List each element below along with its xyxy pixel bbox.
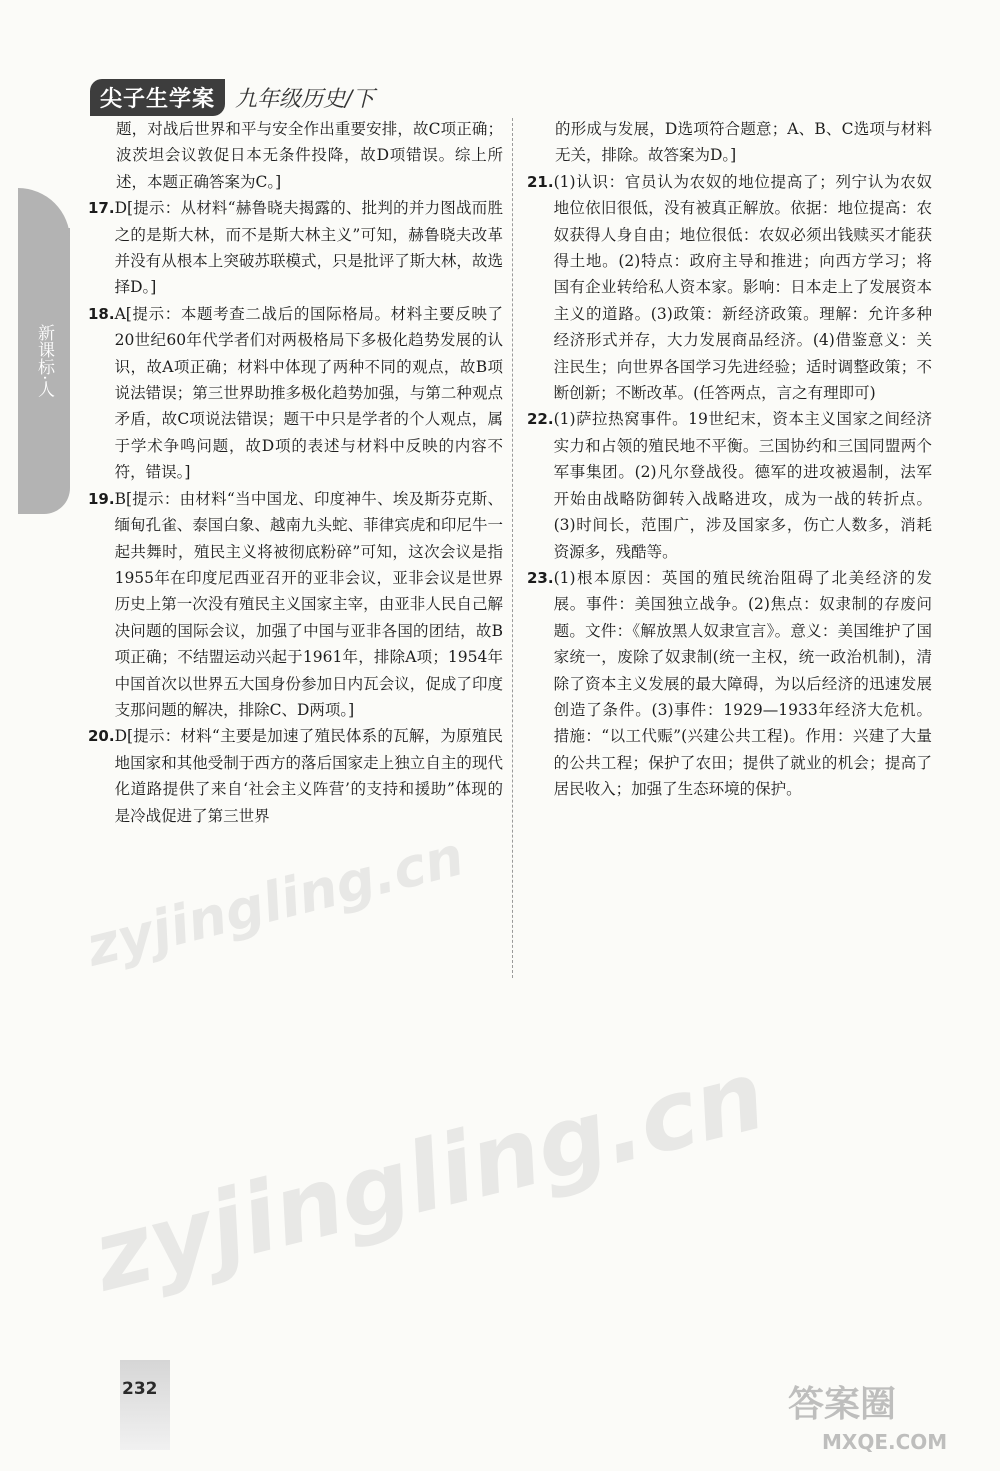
answer-number: 21. [527,172,554,191]
side-tab [18,228,70,514]
answer-item-23 [527,565,932,803]
answer-text: D[提示：从材料“赫鲁晓夫揭露的、批判的并力图战而胜之的是斯大林，而不是斯大林主义”可知，赫鲁晓夫改革并没有从根本上突破苏联模式，只是批评了斯大林，故选择D。] [114,199,503,297]
site-logo: 答案圈 [788,1384,897,1425]
answer-text: A[提示：本题考查二战后的国际格局。材料主要反映了20世纪60年代学者们对两极格局下多极化趋势发展的认识，故A项正确；材料中体现了两种不同的观点，故B项说法错误；第三世界助推多极化趋势加强，与第二种观点矛盾，故C项说法错误；题干中只是学者的个人观点，属于学术争鸣问题，故D项的表述与材料中反映的内容不符，错误。] [114,304,503,482]
answer-item-17 [88,195,503,301]
book-subtitle: 九年级历史/下 [235,86,375,112]
column-divider [512,118,513,978]
answer-text: (1)萨拉热窝事件。19世纪末，资本主义国家之间经济实力和占领的殖民地不平衡。三国协约和三国同盟两个军事集团。(2)凡尔登战役。德军的进攻被遏制，法军开始由战略防御转入战略进攻，成为一战的转折点。(3)时间长，范围广，涉及国家多，伤亡人数多，消耗资源多，残酷等。 [553,410,932,561]
answer-item-22 [527,406,932,564]
answer-number: 22. [527,410,554,429]
answer-item-21 [527,169,932,407]
answer-text: B[提示：由材料“当中国龙、印度神牛、埃及斯芬克斯、缅甸孔雀、泰国白象、越南九头蛇、菲律宾虎和印尼牛一起共舞时，殖民主义将被彻底粉碎”可知，这次会议是指1955年在印度尼西亚召开的亚非会议，亚非会议是世界历史上第一次没有殖民主义国家主宰，由亚非人民自己解决问题的国际会议，加强了中国与亚非各国的团结，故B项正确；不结盟运动兴起于1961年，排除A项；1954年中国首次以世界五大国身份参加日内瓦会议，促成了印度支那问题的解决，排除C、D两项。] [114,489,503,719]
answer-text: (1)认识：官员认为农奴的地位提高了；列宁认为农奴地位依旧很低，没有被真正解放。依据：地位提高：农奴获得人身自由；地位很低：农奴必须出钱赎买才能获得土地。(2)特点：政府主导和推进；向西方学习；将国有企业转给私人资本家。影响：日本走上了发展资本主义的道路。(3)政策：新经济政策。理解：允许多种经济形式并存，大力发展商品经济。(4)借鉴意义：关注民生；向世界各国学习先进经验；适时调整政策；不断创新；不断改革。(任答两点，言之有理即可) [553,172,932,403]
right-column [527,116,932,803]
answer-number: 20. [88,727,115,746]
watermark-mid: zyjingling.cn [80,824,470,979]
side-tab-label: 新课标·人 [34,324,54,398]
page-header [90,80,374,114]
continuation-text: 题，对战后世界和平与安全作出重要安排，故C项正确；波茨坦会议敦促日本无条件投降，故D项错误。综上所述，本题正确答案为C。] [116,120,503,191]
left-column [88,116,503,829]
answer-item-18 [88,301,503,486]
answer-number: 18. [88,304,115,323]
continuation-text: 的形成与发展，D选项符合题意；A、B、C选项与材料无关，排除。故答案为D。] [555,120,932,165]
answer-item-19 [88,486,503,724]
answer-text: D[提示：材料“主要是加速了殖民体系的瓦解，为原殖民地国家和其他受制于西方的落后国家走上独立自主的现代化道路提供了来自‘社会主义阵营’的支持和援助”体现的是冷战促进了第三世界 [114,727,503,825]
brand-title: 尖子生学案 [90,79,225,116]
answer-number: 17. [88,199,115,218]
site-logo-url: MXQE.COM [822,1430,948,1454]
answer-text: (1)根本原因：英国的殖民统治阻碍了北美经济的发展。事件：美国独立战争。(2)焦点：奴隶制的存废问题。文件：《解放黑人奴隶宣言》。意义：美国维护了国家统一，废除了奴隶制(统一主权，统一政治机制)，清除了资本主义发展的最大障碍，为以后经济的迅速发展创造了条件。(3)事件：1929—1933年经济大危机。措施：“以工代赈”(兴建公共工程)。作用：兴建了大量的公共工程；保护了农田；提供了就业的机会；提高了居民收入；加强了生态环境的保护。 [553,568,932,799]
watermark-large: zyjingling.cn [82,1038,776,1314]
answer-number: 23. [527,568,554,587]
answer-item-20 [88,723,503,829]
answer-number: 19. [88,489,115,508]
page-number: 232 [122,1379,158,1399]
page-number-tab [120,1360,170,1450]
